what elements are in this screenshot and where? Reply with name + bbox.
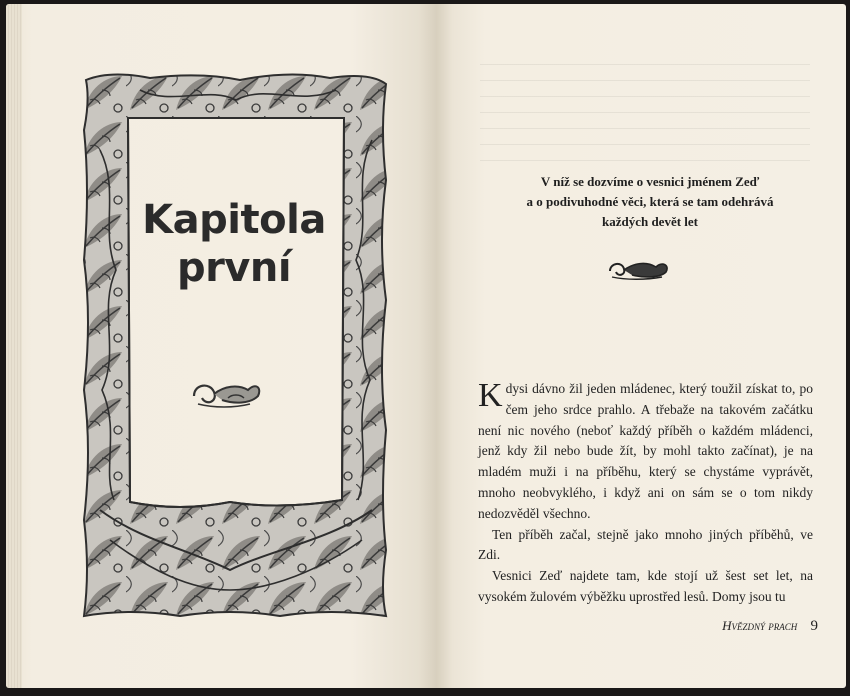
- paragraph: Vesnici Zeď najdete tam, kde stojí už šest set let, na vysokém žulovém výběžku uprostřed lesů. Domy jsou tu: [478, 568, 813, 604]
- paragraph: [478, 379, 813, 525]
- show-through-text: [480, 64, 810, 164]
- chapter-word: Kapitola: [142, 197, 326, 243]
- subtitle-line: každých devět let: [601, 214, 699, 229]
- flourish-ornament-icon: [188, 376, 264, 415]
- body-text: [478, 379, 813, 608]
- chapter-subtitle: [480, 172, 820, 232]
- page-number: 9: [810, 618, 818, 634]
- paragraph: Ten příběh začal, stejně jako mnoho jiných příběhů, ve Zdi.: [478, 526, 813, 563]
- ornamental-frame-icon: [80, 70, 392, 620]
- open-book: [6, 4, 846, 688]
- page-edges: [6, 4, 22, 688]
- subtitle-line: V níž se dozvíme o vesnici jménem Zeď: [540, 174, 760, 189]
- flourish-ornament-icon: [606, 257, 672, 286]
- running-head: Hvězdný prach: [722, 618, 798, 633]
- chapter-title: [114, 196, 354, 292]
- page-footer: [668, 618, 818, 635]
- drop-cap: K: [478, 377, 503, 414]
- subtitle-line: a o podivuhodné věci, která se tam odehrává: [526, 194, 774, 209]
- paragraph-text: dysi dávno žil jeden mládenec, který toužil získat to, po čem jeho srdce prahlo. A třebaže na takovém začátku není nic nového (neboť každý příběh o každém mládenci, jenž kdy žil nebo bude žít, by mohl takto začínat), je na mladém muži i na příběhu, který se chystáme vyprávět, mnoho neobvyklého, i když ani on sám se o tom nikdy nedozvěděl všechno.: [478, 381, 813, 521]
- chapter-number-word: první: [176, 245, 292, 291]
- left-page: [6, 4, 436, 688]
- right-page: [436, 4, 846, 688]
